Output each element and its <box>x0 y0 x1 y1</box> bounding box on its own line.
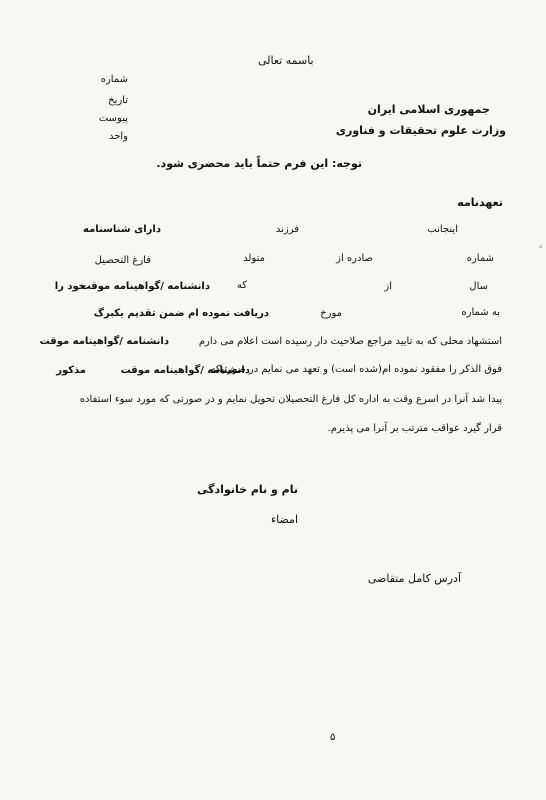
field-label-id-holder: دارای شناسنامه <box>83 224 161 235</box>
field-label-issued-from: صادره از <box>336 253 373 264</box>
paragraph-line-2a: فوق الذکر را مفقود نموده ام(شده است) و تعهد می نمایم در صورتیکه <box>210 364 502 375</box>
field-label-i: اینجانب <box>427 224 458 235</box>
field-certificate-type: دانشنامه /گواهینامه موقت <box>80 281 210 292</box>
paragraph-line-3: پیدا شد آنرا در اسرع وقت به اداره کل فارغ التحصیلان تحویل نمایم و در صورتی که مورد سوء استفاده <box>79 394 502 405</box>
field-label-that: که <box>236 280 247 291</box>
field-label-graduate: فارغ التحصیل <box>94 255 151 266</box>
field-label-own: خود را <box>54 281 86 292</box>
meta-number-label: شماره <box>100 74 128 85</box>
signature-label: امضاء <box>270 513 298 526</box>
field-label-from: از <box>384 281 392 292</box>
paragraph-line-2b: دانشنامه /گواهینامه موقت <box>120 365 250 376</box>
paragraph-line-4: قرار گیرد عواقب مترتب بر آنرا می پذیرم. <box>327 423 502 434</box>
meta-date-label: تاریخ <box>108 95 128 106</box>
meta-unit-label: واحد <box>108 131 128 142</box>
margin-mark: ◦ <box>538 243 544 253</box>
field-label-received: دریافت نموده ام ضمن تقدیم یکبرگ <box>93 308 269 319</box>
paragraph-line-1a: استشهاد محلی که به تایید مراجع صلاحیت دار رسیده است اعلام می دارم <box>198 336 502 347</box>
paragraph-line-1b: دانشنامه /گواهینامه موقت <box>39 336 169 347</box>
invocation: باسمه تعالی <box>258 54 314 67</box>
field-label-born: متولد <box>243 253 265 264</box>
paragraph-line-2c: مذکور <box>56 365 86 376</box>
page-number: ۵ <box>330 732 336 743</box>
field-label-year: سال <box>469 281 488 292</box>
field-label-number: شماره <box>466 253 494 264</box>
field-label-child-of: فرزند <box>275 224 299 235</box>
field-label-with-number: به شماره <box>461 307 500 318</box>
name-label: نام و نام خانوادگی <box>197 483 298 496</box>
form-title: تعهدنامه <box>457 196 503 209</box>
meta-attachment-label: پیوست <box>98 113 128 124</box>
address-label: آدرس کامل متقاضی <box>367 572 461 585</box>
notice-text: توجه: این فرم حتماً باید محضری شود. <box>156 157 362 170</box>
ministry-line-1: جمهوری اسلامی ایران <box>367 103 490 116</box>
field-label-dated: مورخ <box>320 308 342 319</box>
ministry-line-2: وزارت علوم تحقیقات و فناوری <box>335 124 506 137</box>
